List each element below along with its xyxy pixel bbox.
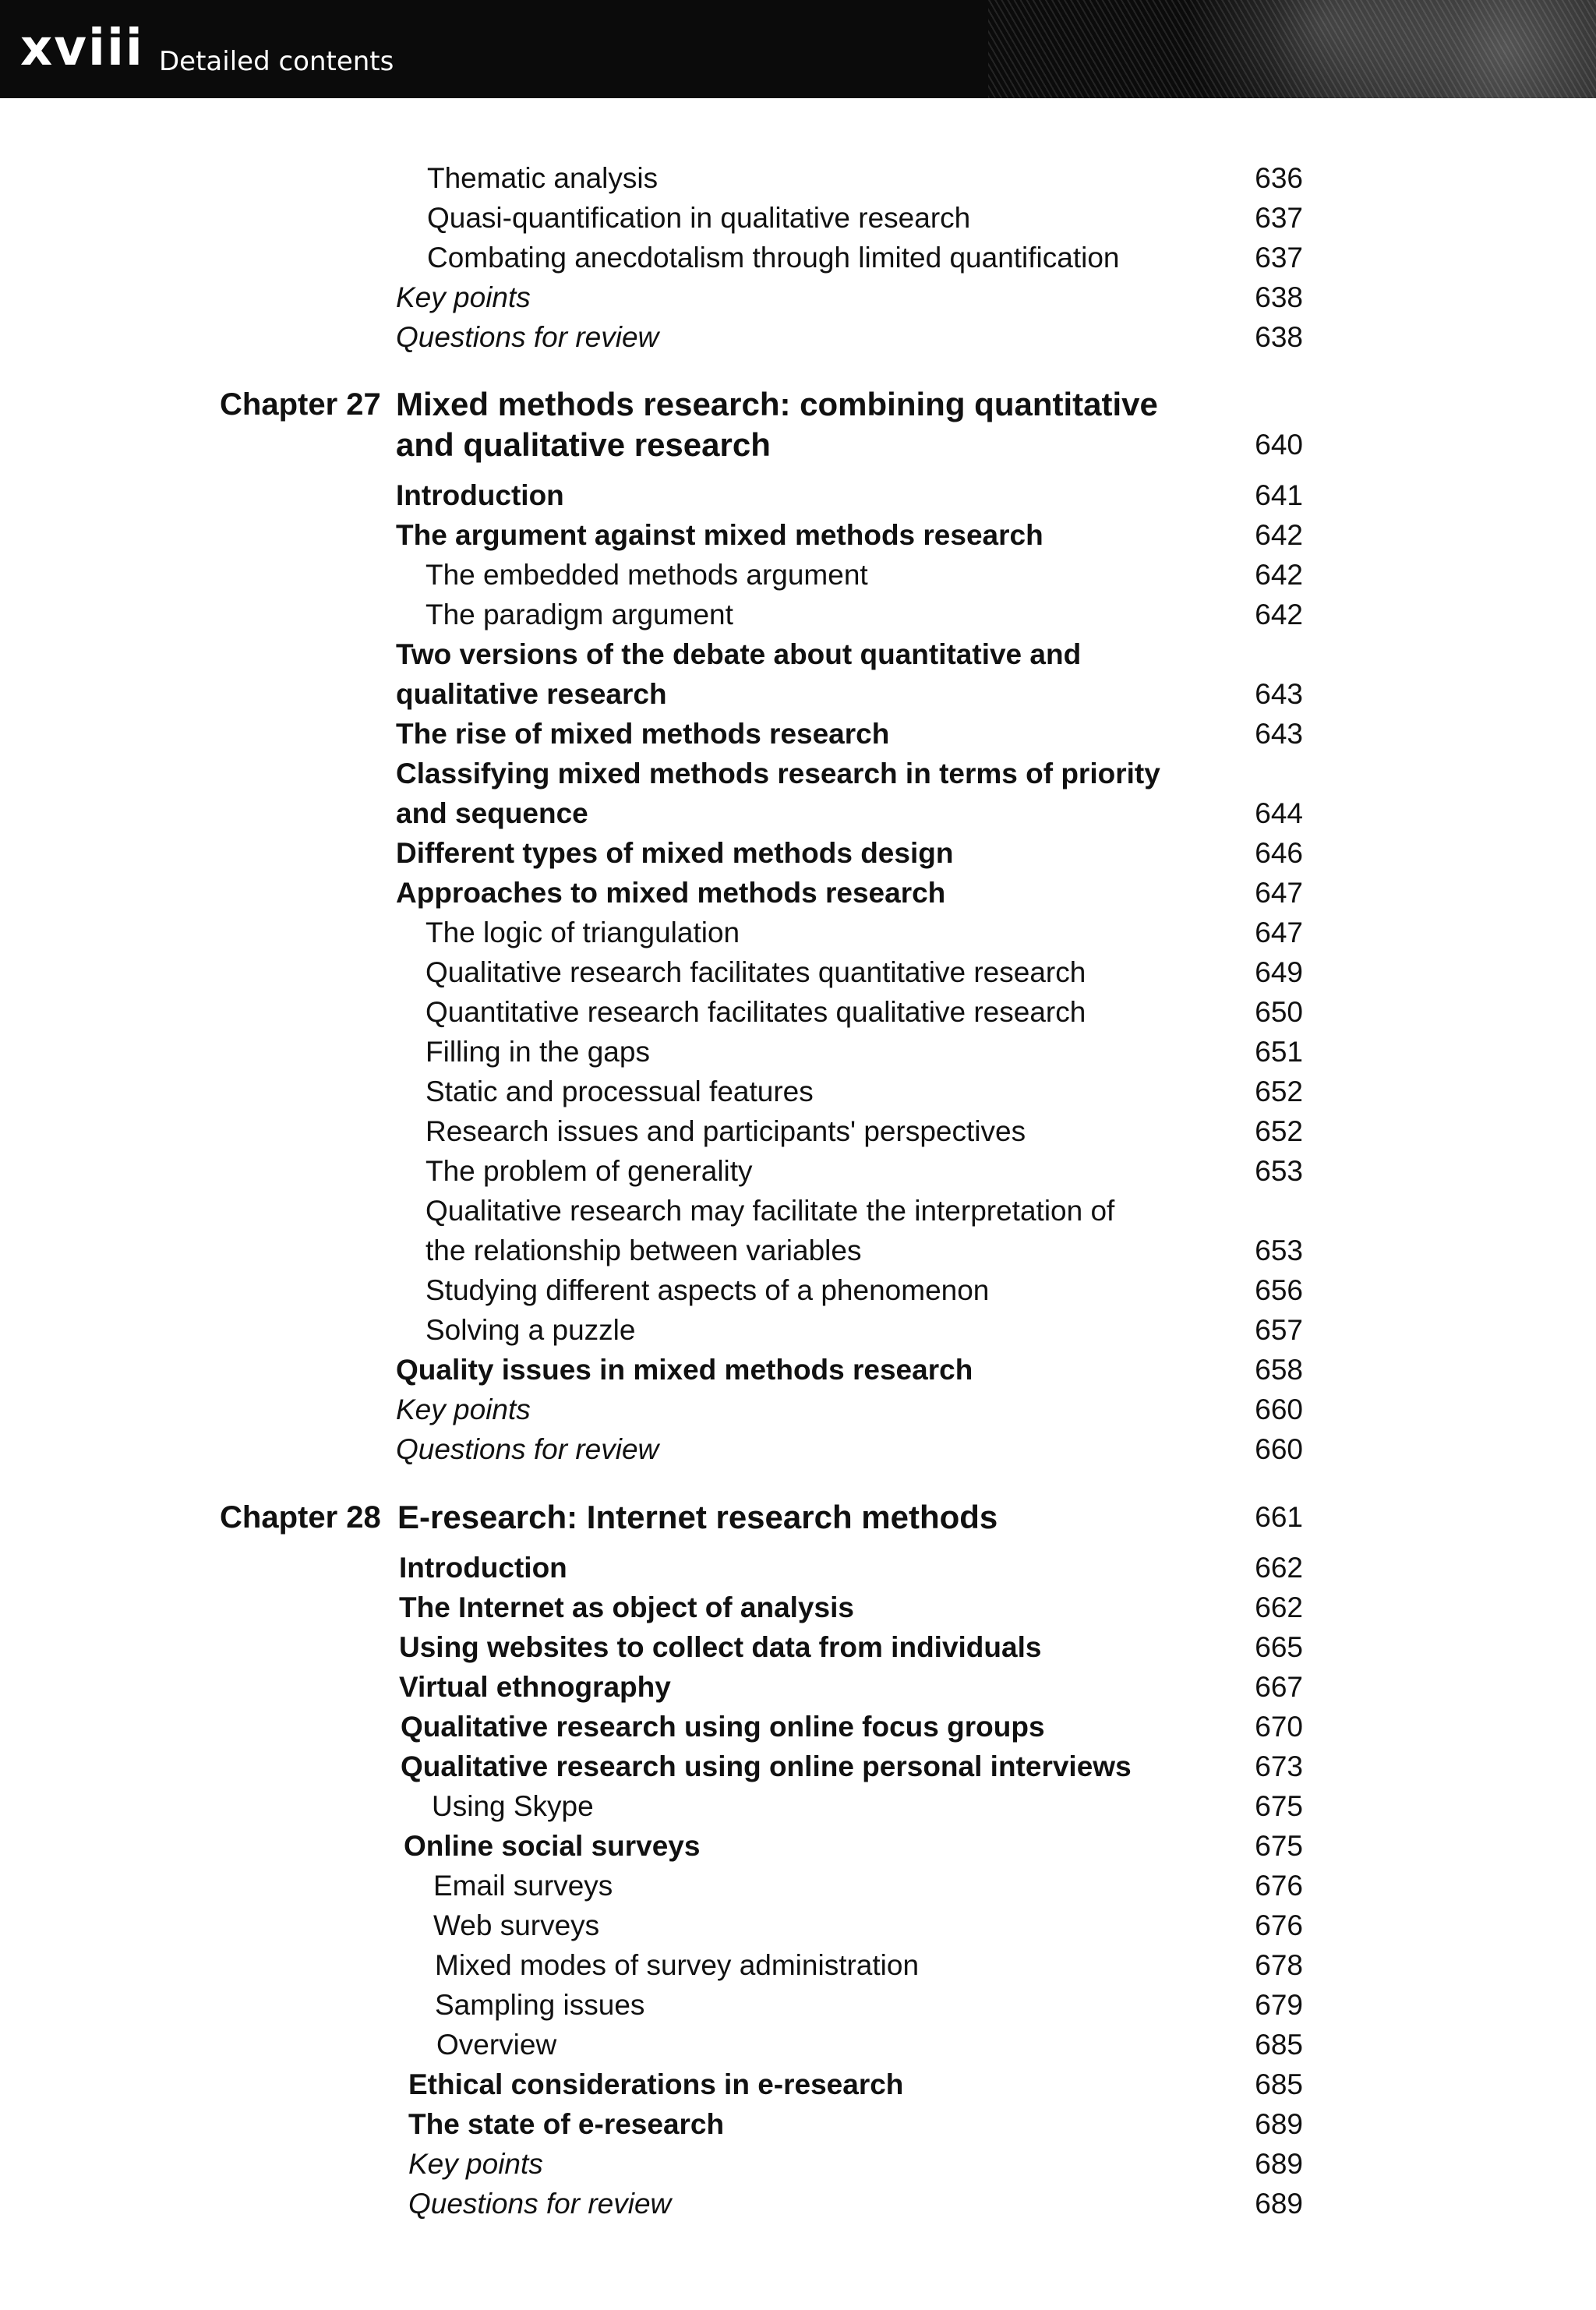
entry-label: Introduction <box>399 1552 567 1584</box>
entry-page: 675 <box>1255 1830 1303 1862</box>
entry-page: 660 <box>1255 1393 1303 1425</box>
toc-entry <box>0 556 1596 594</box>
toc-entry <box>0 319 1596 356</box>
toc-entry <box>0 1629 1596 1666</box>
entry-page: 647 <box>1255 917 1303 948</box>
entry-page: 637 <box>1255 242 1303 274</box>
toc-entry <box>0 596 1596 634</box>
running-head: Detailed contents <box>159 46 394 77</box>
chapter-label: Chapter 28 <box>220 1500 381 1535</box>
header-texture <box>988 0 1596 98</box>
entry-page: 679 <box>1255 1989 1303 2021</box>
toc-entry <box>0 1192 1596 1230</box>
entry-page: 652 <box>1255 1076 1303 1107</box>
entry-page: 643 <box>1255 718 1303 750</box>
entry-page: 676 <box>1255 1870 1303 1902</box>
entry-label: Quality issues in mixed methods research <box>396 1354 973 1386</box>
entry-page: 646 <box>1255 837 1303 869</box>
toc-entry <box>0 1867 1596 1905</box>
entry-page: 653 <box>1255 1155 1303 1187</box>
entry-page: 662 <box>1255 1591 1303 1623</box>
toc-entry <box>0 1351 1596 1389</box>
entry-label: The state of e-research <box>408 2108 725 2140</box>
entry-page: 656 <box>1255 1274 1303 1306</box>
entry-label: Key points <box>396 1393 531 1425</box>
toc-entry <box>0 755 1596 793</box>
toc-entry <box>0 1391 1596 1429</box>
toc-entry <box>0 1153 1596 1190</box>
entry-label: The problem of generality <box>425 1155 753 1187</box>
entry-label: Key points <box>396 281 531 313</box>
entry-label: Quantitative research facilitates qualitative research <box>425 996 1086 1028</box>
toc-entry <box>0 477 1596 514</box>
entry-label: Thematic analysis <box>427 162 659 194</box>
toc-entry <box>0 1033 1596 1071</box>
entry-page: 675 <box>1255 1790 1303 1822</box>
entry-label: Studying different aspects of a phenomenon <box>425 1274 990 1306</box>
toc-entry <box>0 1947 1596 1984</box>
entry-label: The rise of mixed methods research <box>396 718 890 750</box>
entry-label: Virtual ethnography <box>399 1671 671 1703</box>
entry-label: the relationship between variables <box>425 1234 862 1266</box>
entry-label: Qualitative research facilitates quantitative research <box>425 956 1086 988</box>
chapter-title: and qualitative research <box>396 426 771 463</box>
entry-page: 685 <box>1255 2068 1303 2100</box>
entry-page: 638 <box>1255 321 1303 353</box>
toc-entry <box>0 1232 1596 1270</box>
entry-label: Two versions of the debate about quantitative and <box>396 638 1082 670</box>
entry-label: Using Skype <box>432 1790 594 1822</box>
toc-entry <box>0 636 1596 673</box>
toc-entry <box>0 239 1596 277</box>
entry-page: 685 <box>1255 2029 1303 2061</box>
toc-entry <box>0 2106 1596 2143</box>
entry-label: Mixed modes of survey administration <box>435 1949 920 1981</box>
toc-entry <box>0 1113 1596 1150</box>
toc-entry <box>0 1748 1596 1785</box>
toc-entry <box>0 1907 1596 1944</box>
entry-page: 660 <box>1255 1433 1303 1465</box>
toc-entry <box>0 795 1596 832</box>
entry-page: 662 <box>1255 1552 1303 1584</box>
entry-page: 658 <box>1255 1354 1303 1386</box>
toc-entry <box>0 517 1596 554</box>
entry-label: Qualitative research may facilitate the interpretation of <box>425 1195 1115 1227</box>
entry-label: Combating anecdotalism through limited quantification <box>427 242 1120 274</box>
toc-entry <box>0 874 1596 912</box>
chapter-title: Mixed methods research: combining quantitative <box>396 386 1158 422</box>
entry-page: 667 <box>1255 1671 1303 1703</box>
entry-page: 649 <box>1255 956 1303 988</box>
chapter-title: E-research: Internet research methods <box>397 1499 998 1535</box>
entry-page: 689 <box>1255 2188 1303 2220</box>
toc-entry <box>0 1431 1596 1468</box>
toc-entry <box>0 676 1596 713</box>
entry-page: 642 <box>1255 559 1303 591</box>
entry-label: Key points <box>408 2148 543 2180</box>
entry-page: 651 <box>1255 1036 1303 1068</box>
entry-label: Classifying mixed methods research in terms of priority <box>396 758 1160 789</box>
entry-label: The embedded methods argument <box>425 559 868 591</box>
entry-page: 636 <box>1255 162 1303 194</box>
toc-entry <box>0 279 1596 316</box>
entry-label: Questions for review <box>396 321 659 353</box>
entry-page: 650 <box>1255 996 1303 1028</box>
entry-page: 643 <box>1255 678 1303 710</box>
entry-page: 689 <box>1255 2148 1303 2180</box>
toc-entry <box>0 994 1596 1031</box>
chapter-label: Chapter 27 <box>220 387 381 422</box>
toc-entry <box>0 160 1596 197</box>
entry-label: and sequence <box>396 797 588 829</box>
toc-entry <box>0 1987 1596 2024</box>
page-header <box>0 0 1596 98</box>
toc-entry <box>0 200 1596 237</box>
entry-page: 647 <box>1255 877 1303 909</box>
toc-entry <box>0 1073 1596 1111</box>
toc-entry <box>0 715 1596 753</box>
entry-label: The argument against mixed methods research <box>396 519 1043 551</box>
toc-entry <box>0 1669 1596 1706</box>
entry-page: 689 <box>1255 2108 1303 2140</box>
entry-label: Overview <box>436 2029 557 2061</box>
toc-entry <box>0 1272 1596 1309</box>
toc-entry <box>0 2146 1596 2183</box>
entry-page: 676 <box>1255 1909 1303 1941</box>
entry-label: Sampling issues <box>435 1989 645 2021</box>
entry-label: Static and processual features <box>425 1076 814 1107</box>
toc-entry <box>0 1312 1596 1349</box>
entry-label: Qualitative research using online personal interviews <box>401 1750 1132 1782</box>
entry-label: Different types of mixed methods design <box>396 837 954 869</box>
entry-label: Using websites to collect data from individuals <box>399 1631 1042 1663</box>
entry-label: Introduction <box>396 479 564 511</box>
entry-label: The Internet as object of analysis <box>399 1591 854 1623</box>
entry-page: 638 <box>1255 281 1303 313</box>
entry-page: 665 <box>1255 1631 1303 1663</box>
entry-page: 652 <box>1255 1115 1303 1147</box>
toc-entry <box>0 1549 1596 1587</box>
toc-entry <box>0 954 1596 991</box>
entry-label: Solving a puzzle <box>425 1314 636 1346</box>
entry-label: Research issues and participants' perspectives <box>425 1115 1026 1147</box>
entry-label: Web surveys <box>433 1909 600 1941</box>
entry-label: Filling in the gaps <box>425 1036 650 1068</box>
entry-label: Email surveys <box>433 1870 613 1902</box>
entry-page: 637 <box>1255 202 1303 234</box>
entry-page: 642 <box>1255 599 1303 630</box>
entry-label: Ethical considerations in e-research <box>408 2068 904 2100</box>
toc-entry <box>0 1788 1596 1825</box>
entry-label: qualitative research <box>396 678 667 710</box>
toc-entry <box>0 1589 1596 1627</box>
toc-entry <box>0 2066 1596 2103</box>
entry-label: Online social surveys <box>404 1830 701 1862</box>
entry-label: Quasi-quantification in qualitative research <box>427 202 971 234</box>
entry-label: Qualitative research using online focus groups <box>401 1711 1045 1743</box>
entry-label: Approaches to mixed methods research <box>396 877 946 909</box>
page-number: xviii <box>20 19 144 77</box>
toc-entry <box>0 914 1596 952</box>
toc-entry <box>0 835 1596 872</box>
entry-page: 644 <box>1255 797 1303 829</box>
entry-label: Questions for review <box>408 2188 672 2220</box>
entry-page: 678 <box>1255 1949 1303 1981</box>
chapter-page: 640 <box>1255 429 1303 461</box>
entry-page: 673 <box>1255 1750 1303 1782</box>
entry-page: 670 <box>1255 1711 1303 1743</box>
entry-label: The paradigm argument <box>425 599 733 630</box>
entry-page: 642 <box>1255 519 1303 551</box>
entry-label: Questions for review <box>396 1433 659 1465</box>
toc-entry <box>0 2026 1596 2064</box>
entry-page: 657 <box>1255 1314 1303 1346</box>
entry-label: The logic of triangulation <box>425 917 740 948</box>
chapter-page: 661 <box>1255 1501 1303 1533</box>
toc-entry <box>0 2185 1596 2223</box>
entry-page: 653 <box>1255 1234 1303 1266</box>
toc-entry <box>0 1828 1596 1865</box>
toc-entry <box>0 1708 1596 1746</box>
entry-page: 641 <box>1255 479 1303 511</box>
